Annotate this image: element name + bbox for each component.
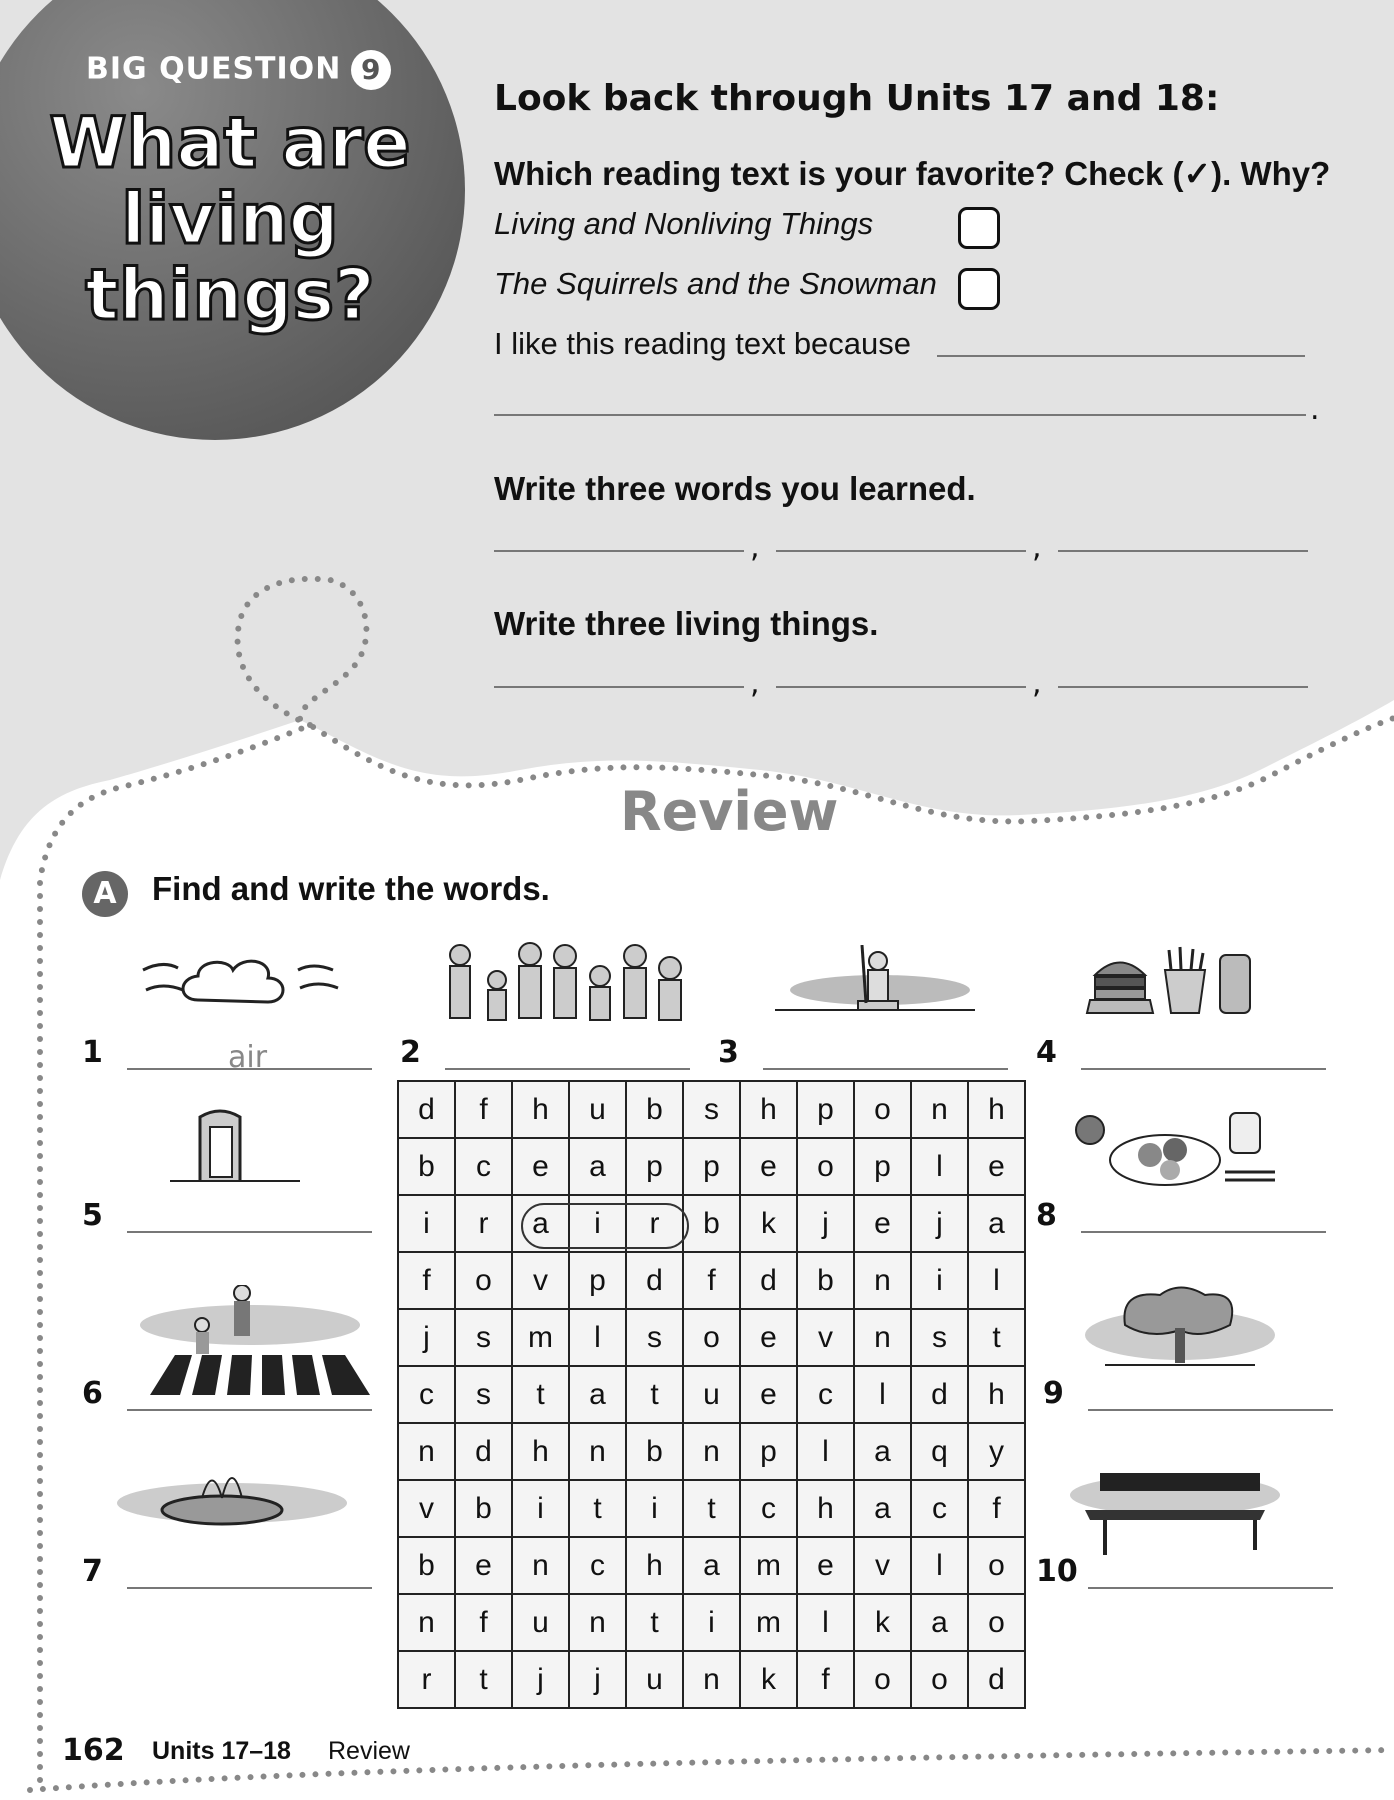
grid-cell[interactable]: n [683, 1651, 740, 1708]
grid-cell[interactable]: o [911, 1651, 968, 1708]
grid-cell[interactable]: s [455, 1366, 512, 1423]
comma-mark: , [750, 530, 760, 565]
big-question-title: What are living things? [49, 102, 411, 336]
grid-cell[interactable]: e [740, 1366, 797, 1423]
bench-icon [1065, 1465, 1285, 1555]
item-1-answer: air [228, 1040, 268, 1075]
grid-cell[interactable]: u [683, 1366, 740, 1423]
grid-cell[interactable]: v [797, 1309, 854, 1366]
junk-food-icon [1085, 945, 1265, 1015]
grid-cell[interactable]: p [569, 1252, 626, 1309]
footer-units: Units 17–18 [152, 1737, 291, 1765]
grid-cell[interactable]: d [398, 1081, 455, 1138]
page-number: 162 [62, 1733, 125, 1768]
grid-cell[interactable]: t [455, 1651, 512, 1708]
grid-cell[interactable]: s [911, 1309, 968, 1366]
statue-icon [770, 945, 980, 1015]
grid-cell[interactable]: c [740, 1480, 797, 1537]
item-2-number: 2 [400, 1035, 421, 1070]
grid-cell[interactable]: l [911, 1138, 968, 1195]
grid-cell[interactable]: r [626, 1195, 683, 1252]
grid-cell[interactable]: c [455, 1138, 512, 1195]
grid-cell[interactable]: n [398, 1594, 455, 1651]
grid-cell[interactable]: a [911, 1594, 968, 1651]
grid-cell[interactable]: n [512, 1537, 569, 1594]
grid-cell[interactable]: o [854, 1651, 911, 1708]
grid-cell[interactable]: t [968, 1309, 1025, 1366]
item-8-line[interactable] [1081, 1231, 1326, 1233]
grid-row [398, 1309, 1025, 1366]
grid-cell[interactable]: i [911, 1252, 968, 1309]
grid-cell[interactable]: e [968, 1138, 1025, 1195]
grid-cell[interactable]: r [398, 1651, 455, 1708]
grid-cell[interactable]: p [740, 1423, 797, 1480]
grid-cell[interactable]: b [797, 1252, 854, 1309]
grid-cell[interactable]: t [683, 1480, 740, 1537]
grid-cell[interactable]: o [455, 1252, 512, 1309]
review-title: Review [620, 780, 839, 843]
found-word-circle [521, 1203, 689, 1249]
grid-cell[interactable]: p [797, 1081, 854, 1138]
grid-cell[interactable]: b [455, 1480, 512, 1537]
grid-cell[interactable]: r [455, 1195, 512, 1252]
item-3-number: 3 [718, 1035, 739, 1070]
grid-cell[interactable]: d [626, 1252, 683, 1309]
grid-cell[interactable]: t [626, 1366, 683, 1423]
grid-cell[interactable]: e [854, 1195, 911, 1252]
grid-cell[interactable]: u [569, 1081, 626, 1138]
grid-cell[interactable]: h [968, 1366, 1025, 1423]
grid-cell[interactable]: k [854, 1594, 911, 1651]
healthy-meal-icon [1075, 1110, 1275, 1195]
item-10-line[interactable] [1088, 1587, 1333, 1589]
grid-cell[interactable]: n [569, 1423, 626, 1480]
grid-cell[interactable]: d [740, 1252, 797, 1309]
grid-cell[interactable]: l [854, 1366, 911, 1423]
grid-cell[interactable]: h [512, 1423, 569, 1480]
grid-cell[interactable]: j [398, 1309, 455, 1366]
comma-mark: , [1032, 666, 1042, 701]
grid-cell[interactable]: f [398, 1252, 455, 1309]
grid-cell[interactable]: h [968, 1081, 1025, 1138]
grid-cell[interactable]: t [512, 1366, 569, 1423]
grid-cell[interactable]: h [797, 1480, 854, 1537]
living-line-2[interactable] [776, 686, 1026, 688]
grid-cell[interactable]: c [911, 1480, 968, 1537]
item-6-line[interactable] [127, 1409, 372, 1411]
grid-cell[interactable]: f [455, 1594, 512, 1651]
door-icon [170, 1105, 300, 1185]
grid-cell[interactable]: p [854, 1138, 911, 1195]
grid-cell[interactable]: m [740, 1537, 797, 1594]
grid-cell[interactable]: a [968, 1195, 1025, 1252]
grid-cell[interactable]: u [512, 1594, 569, 1651]
grid-cell[interactable]: v [854, 1537, 911, 1594]
grid-cell[interactable]: l [797, 1594, 854, 1651]
grid-cell[interactable]: e [455, 1537, 512, 1594]
item-6-number: 6 [82, 1376, 103, 1411]
grid-row [398, 1081, 1025, 1138]
grid-cell[interactable]: a [854, 1423, 911, 1480]
because-line-2[interactable] [494, 414, 1306, 416]
grid-cell[interactable]: i [398, 1195, 455, 1252]
grid-row [398, 1594, 1025, 1651]
grid-cell[interactable]: l [569, 1309, 626, 1366]
grid-cell[interactable]: a [683, 1537, 740, 1594]
grid-cell[interactable]: o [968, 1594, 1025, 1651]
grid-row [398, 1423, 1025, 1480]
grid-cell[interactable]: n [854, 1309, 911, 1366]
section-badge: A [82, 871, 128, 917]
grid-cell[interactable]: d [911, 1366, 968, 1423]
tree-icon [1080, 1280, 1280, 1370]
grid-cell[interactable]: m [512, 1309, 569, 1366]
grid-cell[interactable]: a [854, 1480, 911, 1537]
grid-cell[interactable]: a [569, 1138, 626, 1195]
grid-cell[interactable]: o [968, 1537, 1025, 1594]
comma-mark: , [1032, 530, 1042, 565]
grid-cell[interactable]: c [569, 1537, 626, 1594]
grid-cell[interactable]: f [797, 1651, 854, 1708]
option-1-checkbox[interactable] [958, 207, 1000, 249]
grid-row [398, 1537, 1025, 1594]
grid-row [398, 1480, 1025, 1537]
because-prompt: I like this reading text because [494, 326, 912, 361]
grid-cell[interactable]: b [398, 1138, 455, 1195]
item-5-number: 5 [82, 1198, 103, 1233]
item-5-line[interactable] [127, 1231, 372, 1233]
grid-cell[interactable]: l [797, 1423, 854, 1480]
big-question-text: BIG QUESTION [86, 51, 342, 87]
grid-cell[interactable]: n [398, 1423, 455, 1480]
grid-cell[interactable]: o [683, 1309, 740, 1366]
option-2-checkbox[interactable] [958, 268, 1000, 310]
grid-cell[interactable]: i [569, 1195, 626, 1252]
item-8-number: 8 [1036, 1198, 1057, 1233]
item-7-line[interactable] [127, 1587, 372, 1589]
grid-cell[interactable]: p [683, 1138, 740, 1195]
word-line-1[interactable] [494, 550, 744, 552]
word-search-grid [397, 1080, 1026, 1709]
grid-cell[interactable]: f [455, 1081, 512, 1138]
crosswalk-icon [130, 1285, 370, 1395]
grid-cell[interactable]: j [911, 1195, 968, 1252]
word-line-3[interactable] [1058, 550, 1308, 552]
option-2-label: The Squirrels and the Snowman [494, 266, 937, 301]
grid-cell[interactable]: c [398, 1366, 455, 1423]
favorite-question: Which reading text is your favorite? Check (✓). Why? [494, 155, 1331, 192]
grid-cell[interactable]: s [455, 1309, 512, 1366]
words-prompt: Write three words you learned. [494, 470, 976, 507]
word-line-2[interactable] [776, 550, 1026, 552]
grid-cell[interactable]: v [512, 1252, 569, 1309]
grid-cell[interactable]: o [797, 1138, 854, 1195]
grid-cell[interactable]: e [512, 1138, 569, 1195]
grid-cell[interactable]: b [626, 1423, 683, 1480]
grid-cell[interactable]: j [512, 1651, 569, 1708]
grid-cell[interactable]: d [968, 1651, 1025, 1708]
grid-cell[interactable]: h [626, 1537, 683, 1594]
grid-cell[interactable]: q [911, 1423, 968, 1480]
grid-cell[interactable]: e [740, 1138, 797, 1195]
grid-cell[interactable]: n [854, 1252, 911, 1309]
grid-cell[interactable]: n [911, 1081, 968, 1138]
grid-cell[interactable]: i [683, 1594, 740, 1651]
grid-cell[interactable]: a [569, 1366, 626, 1423]
item-1-number: 1 [82, 1035, 103, 1070]
grid-cell[interactable]: h [740, 1081, 797, 1138]
item-4-line[interactable] [1081, 1068, 1326, 1070]
grid-cell[interactable]: y [968, 1423, 1025, 1480]
big-question-number: 9 [351, 50, 391, 90]
item-3-line[interactable] [763, 1068, 1008, 1070]
option-1-label: Living and Nonliving Things [494, 206, 874, 241]
grid-cell[interactable]: e [797, 1537, 854, 1594]
look-back-heading: Look back through Units 17 and 18: [494, 78, 1220, 119]
living-line-1[interactable] [494, 686, 744, 688]
grid-cell[interactable]: k [740, 1651, 797, 1708]
grid-cell[interactable]: f [968, 1480, 1025, 1537]
air-cloud-icon [138, 940, 363, 1020]
grid-cell[interactable]: f [683, 1252, 740, 1309]
fountain-icon [112, 1458, 352, 1538]
people-icon [445, 940, 690, 1022]
grid-cell[interactable]: j [569, 1651, 626, 1708]
grid-row [398, 1138, 1025, 1195]
grid-cell[interactable]: h [512, 1081, 569, 1138]
grid-cell[interactable]: i [626, 1480, 683, 1537]
grid-row [398, 1651, 1025, 1708]
item-2-line[interactable] [445, 1068, 690, 1070]
grid-row [398, 1252, 1025, 1309]
big-question-label [86, 50, 391, 90]
grid-cell[interactable]: b [626, 1081, 683, 1138]
grid-cell[interactable]: o [854, 1081, 911, 1138]
footer-section: Review [328, 1737, 410, 1765]
grid-cell[interactable]: t [569, 1480, 626, 1537]
review-instruction: Find and write the words. [152, 870, 550, 907]
grid-cell[interactable]: l [968, 1252, 1025, 1309]
grid-cell[interactable]: u [626, 1651, 683, 1708]
grid-cell[interactable]: n [683, 1423, 740, 1480]
item-10-number: 10 [1036, 1554, 1078, 1589]
grid-cell[interactable]: b [683, 1195, 740, 1252]
grid-cell[interactable]: k [740, 1195, 797, 1252]
because-line-1[interactable] [937, 355, 1305, 357]
grid-cell[interactable]: e [740, 1309, 797, 1366]
grid-cell[interactable]: s [626, 1309, 683, 1366]
grid-cell[interactable]: j [797, 1195, 854, 1252]
grid-row [398, 1195, 1025, 1252]
living-prompt: Write three living things. [494, 605, 879, 642]
grid-row [398, 1366, 1025, 1423]
grid-cell[interactable]: i [512, 1480, 569, 1537]
grid-cell[interactable]: l [911, 1537, 968, 1594]
grid-cell[interactable]: b [398, 1537, 455, 1594]
grid-cell[interactable]: d [455, 1423, 512, 1480]
period-mark: . [1310, 392, 1320, 427]
item-7-number: 7 [82, 1554, 103, 1589]
grid-cell[interactable]: c [797, 1366, 854, 1423]
grid-cell[interactable]: t [626, 1594, 683, 1651]
grid-cell[interactable]: m [740, 1594, 797, 1651]
grid-cell[interactable]: s [683, 1081, 740, 1138]
living-line-3[interactable] [1058, 686, 1308, 688]
item-9-number: 9 [1043, 1376, 1064, 1411]
item-4-number: 4 [1036, 1035, 1057, 1070]
item-9-line[interactable] [1088, 1409, 1333, 1411]
grid-cell[interactable]: p [626, 1138, 683, 1195]
grid-cell[interactable]: n [569, 1594, 626, 1651]
comma-mark: , [750, 666, 760, 701]
grid-cell[interactable]: a [512, 1195, 569, 1252]
grid-cell[interactable]: v [398, 1480, 455, 1537]
